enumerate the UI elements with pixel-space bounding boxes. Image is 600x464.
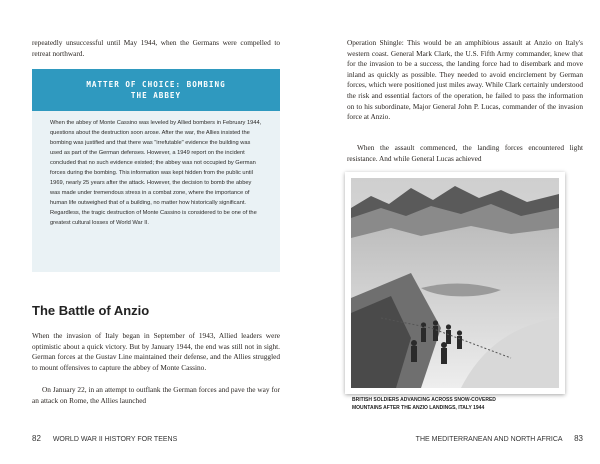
sidebar-body: When the abbey of Monte Cassino was leveled by Allied bombers in February 1944, questions about the destruction soon arose. After the war, the Allies insisted the bombing was justified and that there was "irrefutable" evidence the building was used as part of the German defenses. However, a 1949 report on the incident concluded that no such evidence existed; the abbey was not occupied by German forces during the bombing. This information was kept hidden from the public until 1969, nearly 25 years after the attack. However, the decision to bomb the abbey was made under tremendous stress in a combat zone, where the importance of human life outweighed that of a building, no matter how historically significant. Regardless, the tragic destruction of Monte Cassino is considered to be one of the greatest cultural losses of World War II. (50, 120, 262, 226)
sidebar-title-line1: MATTER OF CHOICE: BOMBING (86, 80, 226, 89)
photo-frame (345, 172, 565, 394)
right-paragraph-2: When the assault commenced, the landing forces encountered light resistance. And while General Lucas achieved (347, 143, 583, 163)
photo-caption (352, 396, 562, 412)
left-top-paragraph: repeatedly unsuccessful until May 1944, when the Germans were compelled to retreat northward. (32, 38, 280, 58)
soldiers-mountain-photo (351, 178, 559, 388)
left-footer (32, 434, 177, 445)
sidebar-box (32, 69, 280, 272)
right-paragraph-1: Operation Shingle: This would be an amphibious assault at Anzio on Italy's western coast. General Mark Clark, the U.S. Fifth Army commander, knew that for the invasion to be a success, the landing force had to disembark and move inland as quickly as possible. They needed to avoid encirclement by German forces, which were positioned just miles away. While Clark certainly understood the risk and essential factors of the operation, he failed to pass the information on to his subordinate, Major General John P. Lucas, commander of the invasion force at Anzio. (347, 38, 583, 122)
right-page-number: 83 (574, 434, 583, 443)
left-running-title: WORLD WAR II HISTORY FOR TEENS (52, 436, 178, 443)
sidebar-title-line2: THE ABBEY (130, 91, 182, 100)
sidebar-header (32, 69, 280, 111)
left-paragraph-1: When the invasion of Italy began in September of 1943, Allied leaders were optimistic about a quick victory. But by January 1944, the end was still not in sight. German forces at the Gustav Line maintained their defense, and the Allies struggled to mount offensives to capture the abbey of Monte Cassino. (32, 331, 280, 372)
left-page-number: 82 (32, 434, 41, 443)
caption-line1: BRITISH SOLDIERS ADVANCING ACROSS SNOW-COVERED (352, 397, 496, 403)
right-footer (416, 434, 583, 445)
right-page (300, 0, 600, 464)
section-heading: The Battle of Anzio (32, 303, 150, 318)
caption-line2: MOUNTAINS AFTER THE ANZIO LANDINGS, ITALY 1944 (352, 405, 485, 411)
left-paragraph-2: On January 22, in an attempt to outflank the German forces and pave the way for an attack on Rome, the Allies launched (32, 385, 280, 405)
right-running-title: THE MEDITERRANEAN AND NORTH AFRICA (415, 436, 563, 443)
